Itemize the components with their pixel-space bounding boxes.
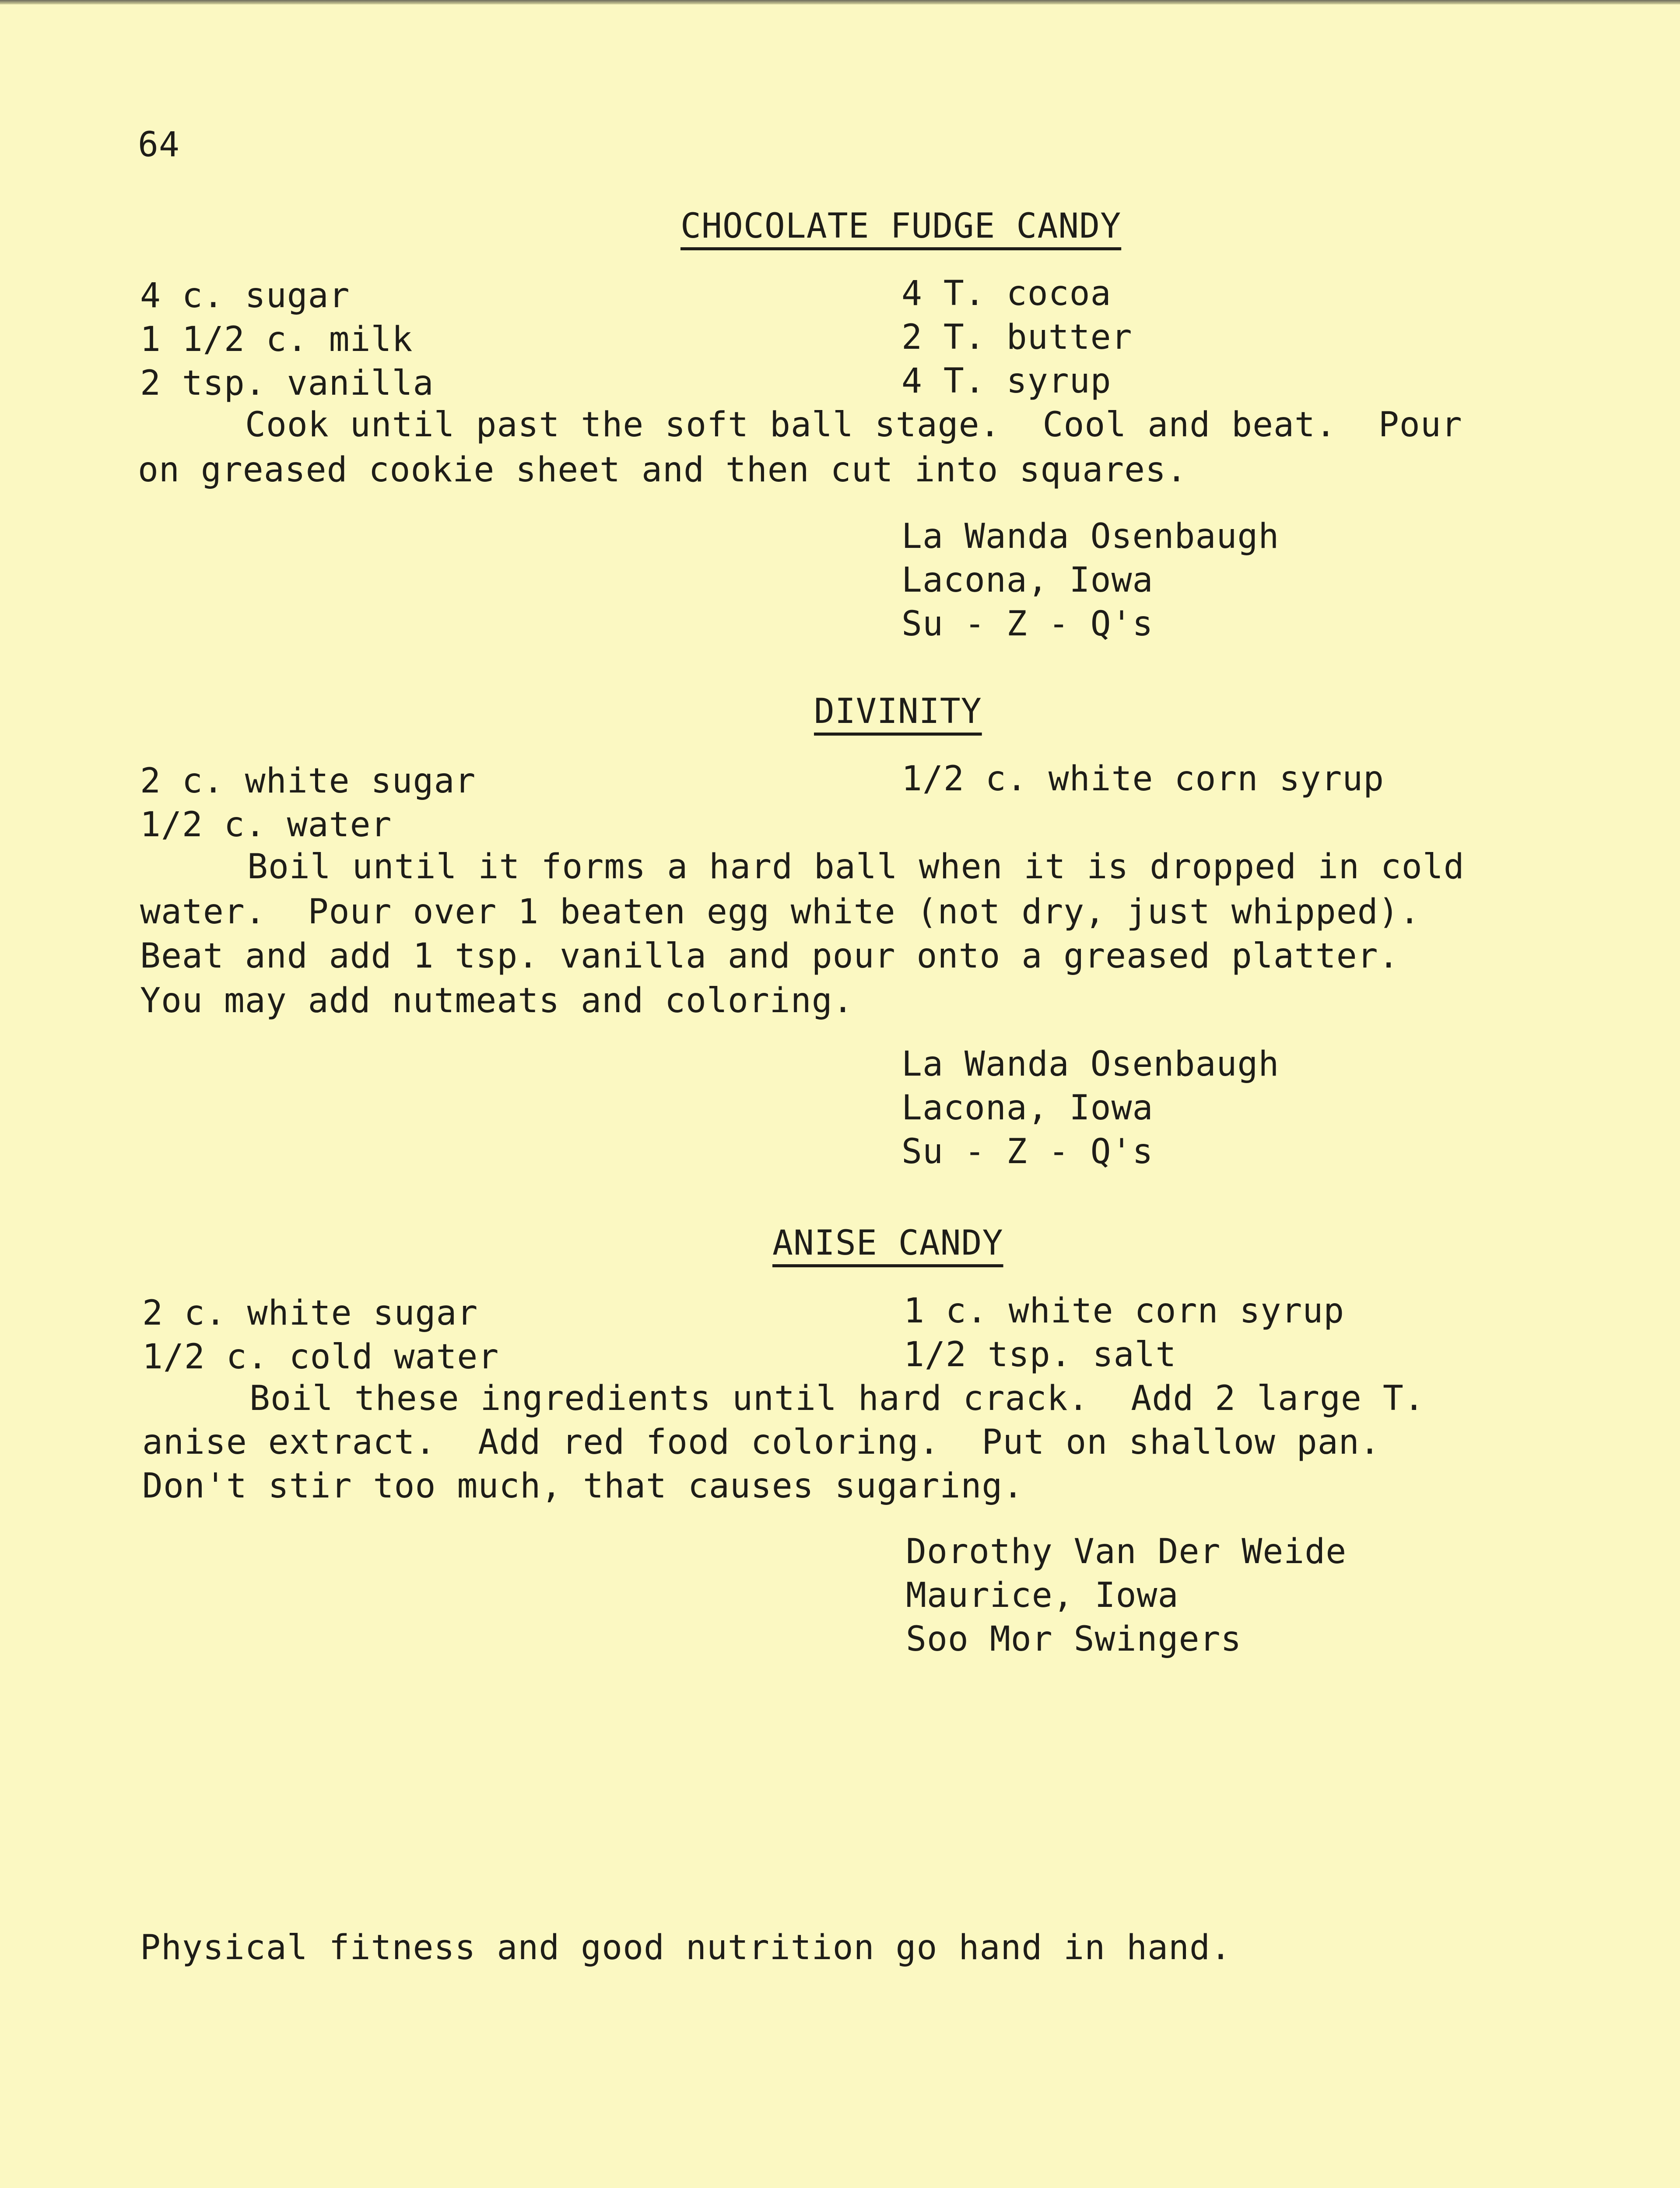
credit-name: La Wanda Osenbaugh: [901, 1045, 1280, 1084]
ingredient: 1 1/2 c. milk: [140, 320, 413, 359]
recipe-title-divinity: DIVINITY: [814, 692, 982, 731]
directions-line: Boil these ingredients until hard crack. Add 2 large T.: [249, 1379, 1425, 1418]
ingredient: 1/2 c. water: [140, 805, 392, 845]
ingredient: 4 T. syrup: [901, 361, 1112, 401]
directions-line: Cook until past the soft ball stage. Cool and beat. Pour: [245, 405, 1463, 445]
directions-line: anise extract. Add red food coloring. Put on shallow pan.: [142, 1423, 1381, 1462]
credit-name: La Wanda Osenbaugh: [901, 517, 1280, 556]
ingredient: 2 c. white sugar: [142, 1294, 478, 1333]
directions-line: on greased cookie sheet and then cut into squares.: [138, 450, 1187, 490]
directions-line: Boil until it forms a hard ball when it is dropped in cold: [247, 847, 1465, 887]
ingredient: 1/2 c. white corn syrup: [901, 759, 1385, 799]
credit-location: Lacona, Iowa: [901, 1088, 1154, 1128]
recipe-title-fudge: CHOCOLATE FUDGE CANDY: [680, 207, 1122, 246]
directions-line: Don't stir too much, that causes sugaring.: [142, 1466, 1024, 1506]
ingredient: 1/2 tsp. salt: [904, 1335, 1177, 1375]
credit-location: Maurice, Iowa: [906, 1576, 1179, 1615]
ingredient: 2 T. butter: [901, 318, 1133, 357]
ingredient: 4 T. cocoa: [901, 274, 1112, 313]
directions-line: water. Pour over 1 beaten egg white (not dry, just whipped).: [140, 892, 1420, 932]
ingredient: 1/2 c. cold water: [142, 1337, 499, 1377]
credit-club: Su - Z - Q's: [901, 1132, 1154, 1171]
page-number: 64: [138, 125, 180, 165]
ingredient: 1 c. white corn syrup: [904, 1291, 1345, 1331]
ingredient: 4 c. sugar: [140, 276, 350, 316]
footer-motto: Physical fitness and good nutrition go hand in hand.: [140, 1928, 1231, 1967]
credit-location: Lacona, Iowa: [901, 561, 1154, 600]
credit-name: Dorothy Van Der Weide: [906, 1532, 1347, 1571]
ingredient: 2 tsp. vanilla: [140, 364, 434, 403]
top-edge-rule: [0, 0, 1680, 4]
directions-line: Beat and add 1 tsp. vanilla and pour onto a greased platter.: [140, 936, 1399, 976]
ingredient: 2 c. white sugar: [140, 761, 476, 801]
directions-line: You may add nutmeats and coloring.: [140, 981, 854, 1020]
credit-club: Soo Mor Swingers: [906, 1620, 1242, 1659]
recipe-title-anise: ANISE CANDY: [772, 1224, 1003, 1263]
credit-club: Su - Z - Q's: [901, 604, 1154, 644]
